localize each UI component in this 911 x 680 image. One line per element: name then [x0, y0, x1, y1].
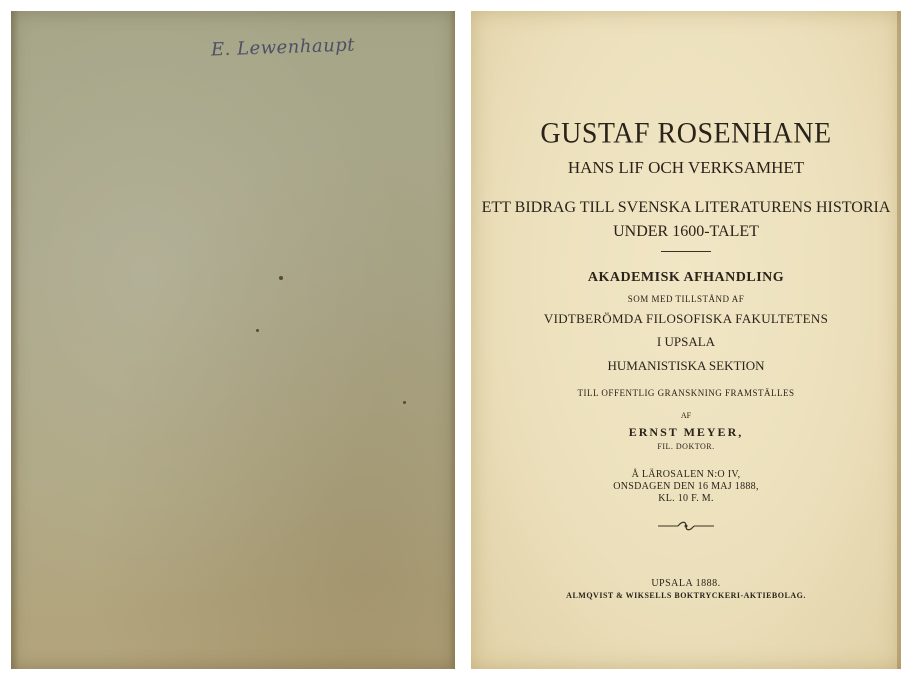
thesis-type: AKADEMISK AFHANDLING	[587, 270, 785, 285]
defense-date: ONSDAGEN DEN 16 MAJ 1888,	[613, 481, 759, 492]
defense-location: Å LÄROSALEN N:O IV,	[631, 469, 741, 480]
cover-left-edge	[11, 11, 19, 669]
book-title: GUSTAF ROSENHANE	[540, 117, 832, 150]
cover-spot	[279, 276, 283, 280]
by-line: AF	[680, 411, 692, 420]
book-subtitle-line1: ETT BIDRAG TILL SVENSKA LITERATURENS HISTORIA	[481, 199, 891, 216]
cover-right-edge	[449, 11, 455, 669]
cover-spot	[403, 401, 406, 404]
owner-signature: E. Lewenhaupt	[210, 34, 356, 61]
city-line: I UPSALA	[656, 334, 716, 349]
book-subtitle-line2: UNDER 1600-TALET	[613, 223, 759, 240]
section-line: HUMANISTISKA SEKTION	[607, 358, 765, 373]
presentation-line: TILL OFFENTLIG GRANSKNING FRAMSTÄLLES	[577, 388, 795, 398]
book-subtitle: HANS LIF OCH VERKSAMHET	[567, 158, 805, 177]
defense-time: KL. 10 F. M.	[658, 493, 714, 504]
imprint-printer: ALMQVIST & WIKSELLS BOKTRYCKERI-AKTIEBOLAG.	[566, 591, 806, 600]
author-degree: FIL. DOKTOR.	[657, 442, 715, 451]
title-page	[471, 11, 901, 669]
imprint-place: UPSALA 1888.	[651, 578, 721, 589]
permission-line: SOM MED TILLSTÅND AF	[627, 294, 745, 304]
faculty-line: VIDTBERÖMDA FILOSOFISKA FAKULTETENS	[543, 311, 829, 326]
ornament-icon	[656, 520, 716, 532]
author-name: ERNST MEYER,	[628, 425, 744, 439]
book-cover	[11, 11, 455, 669]
divider-rule	[661, 251, 711, 252]
cover-spot	[256, 329, 259, 332]
